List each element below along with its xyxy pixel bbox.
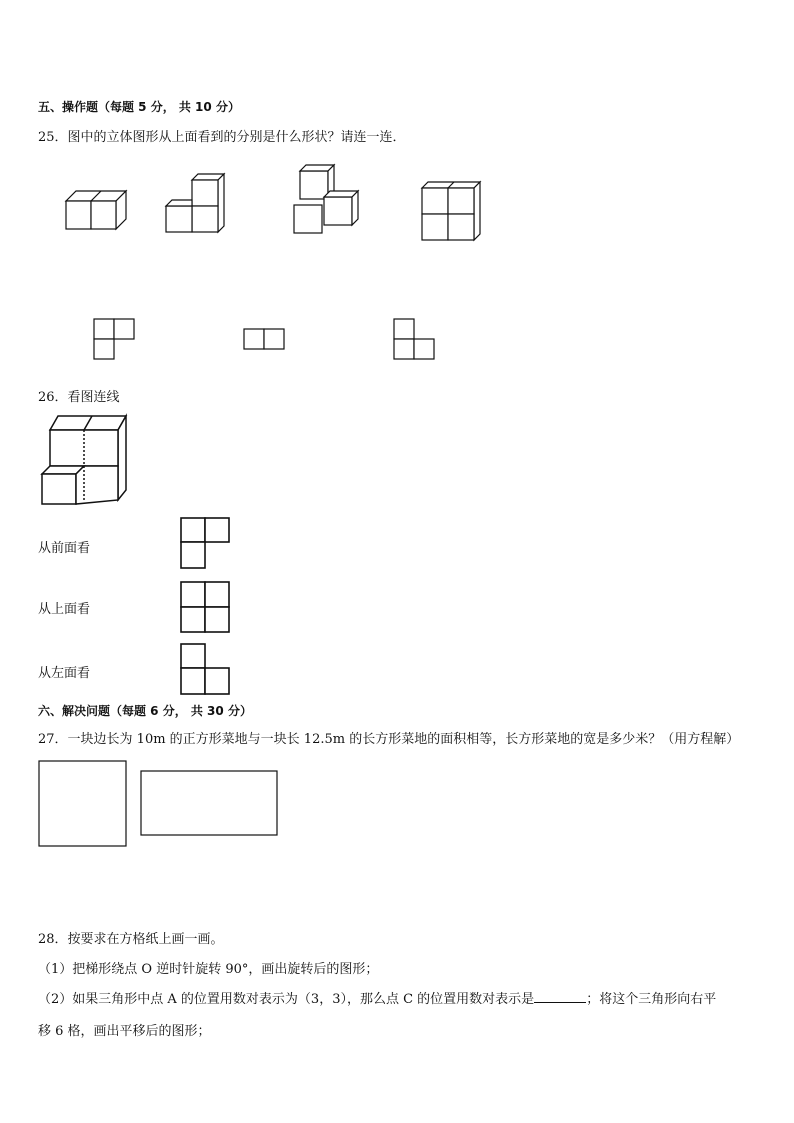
q25-view-2 xyxy=(243,328,287,350)
q25-view-3 xyxy=(393,318,437,360)
label-front-view: 从前面看 xyxy=(38,541,91,556)
answer-blank[interactable] xyxy=(534,990,586,1003)
question-28-part-2-continued: 移 6 格，画出平移后的图形； xyxy=(38,1024,211,1039)
q25-solid-1 xyxy=(60,185,130,235)
question-28-part-2-a: （2）如果三角形中点 A 的位置用数对表示为（3，3），那么点 C 的位置用数对表示是 xyxy=(38,992,535,1007)
question-28-part-2 xyxy=(38,988,716,1007)
section-5-title: 五、操作题（每题 5 分， 共 10 分） xyxy=(38,100,240,114)
question-28-text: 28．按要求在方格纸上画一画。 xyxy=(38,932,224,947)
q25-solid-2 xyxy=(162,170,232,240)
q25-solid-4 xyxy=(418,178,488,244)
label-top-view: 从上面看 xyxy=(38,602,91,617)
q25-solid-3 xyxy=(288,165,368,240)
q26-view-3 xyxy=(179,642,231,696)
question-26-text: 26．看图连线 xyxy=(38,390,120,405)
q26-solid xyxy=(38,410,133,510)
label-left-view: 从左面看 xyxy=(38,666,91,681)
q27-square-plot xyxy=(38,760,128,848)
q25-view-1 xyxy=(93,318,137,360)
q26-view-2 xyxy=(179,580,231,634)
question-28-part-2-b: ；将这个三角形向右平 xyxy=(586,992,717,1007)
question-25-text: 25．图中的立体图形从上面看到的分别是什么形状？请连一连． xyxy=(38,130,406,145)
question-28-part-1: （1）把梯形绕点 O 逆时针旋转 90°，画出旋转后的图形； xyxy=(38,962,379,977)
q27-rectangle-plot xyxy=(140,770,280,838)
section-6-title: 六、解决问题（每题 6 分， 共 30 分） xyxy=(38,704,252,718)
question-27-text: 27．一块边长为 10m 的正方形菜地与一块长 12.5m 的长方形菜地的面积相等，长方形菜地的宽是多少米？（用方程解） xyxy=(38,732,740,747)
q26-view-1 xyxy=(179,516,231,570)
